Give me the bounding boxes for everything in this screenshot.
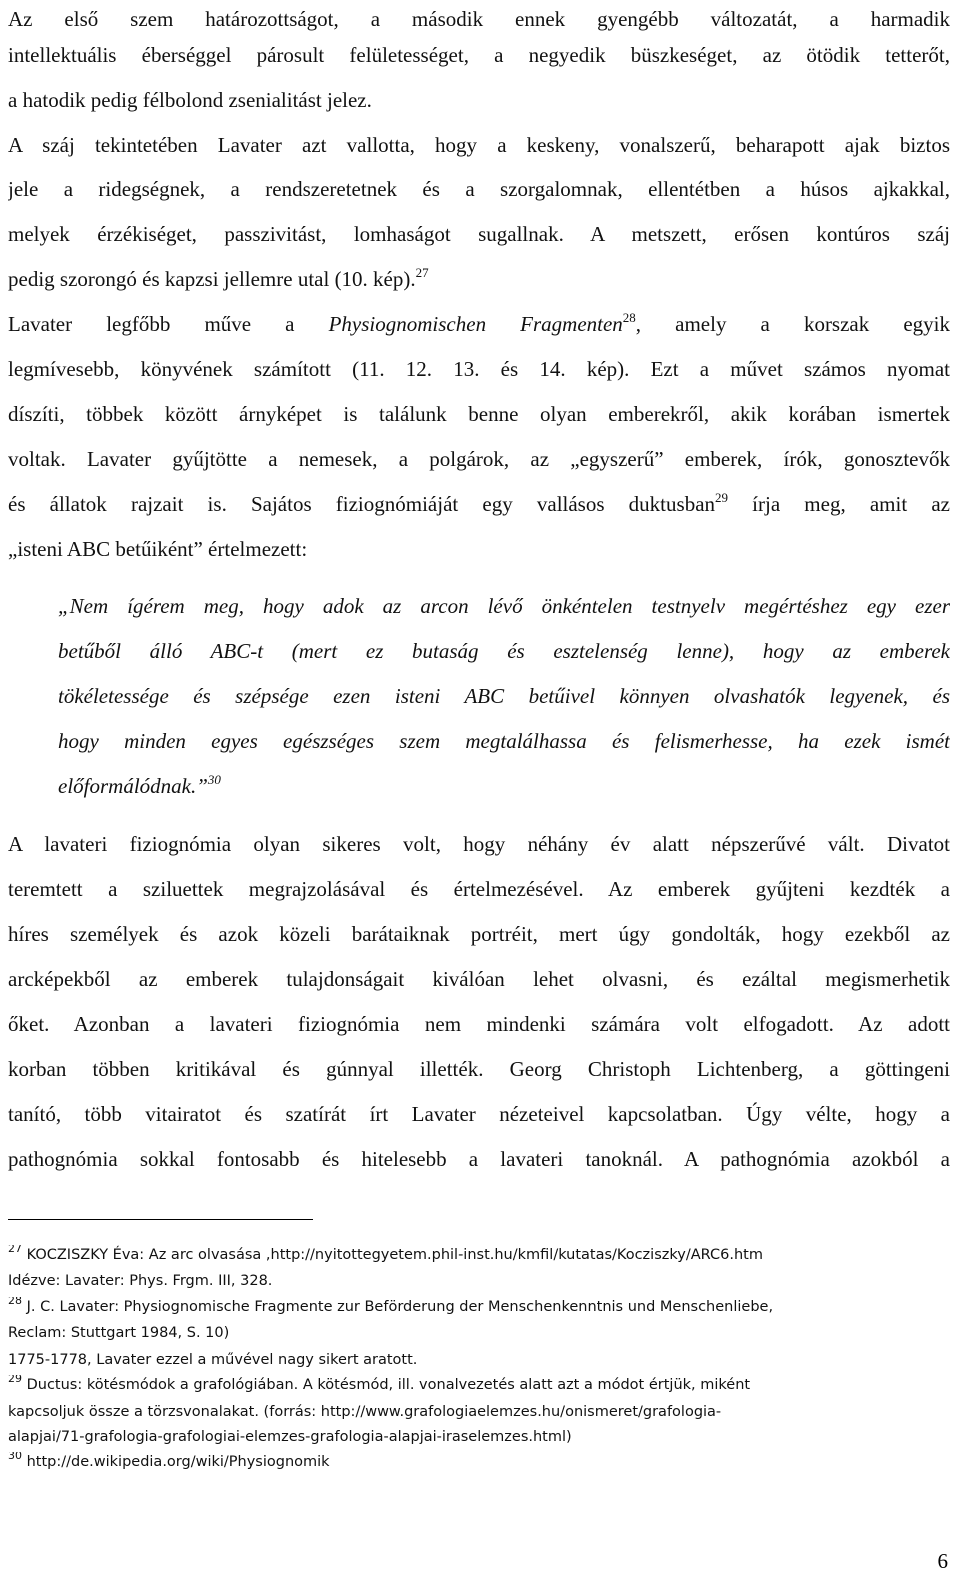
quote-line: „Nem ígérem meg, hogy adok az arcon lévő önkéntelen testnyelv megértéshez egy ezer [58,594,950,618]
body-line [8,491,950,520]
body-text: és állatok rajzait is. Sajátos fiziognómiáját egy vallásos duktusban [8,492,716,516]
body-line: jele a ridegségnek, a rendszeretetnek és a szorgalomnak, ellentétben a húsos ajkakkal, [8,177,950,201]
body-text: Lavater legfőbb műve a [8,312,329,336]
body-text: , amely a korszak egyik [635,312,950,336]
body-line: legmívesebb, könyvének számított (11. 12. 13. és 14. kép). Ezt a művet számos nyomat [8,357,950,381]
footnote-line: kapcsoljuk össze a törzsvonalakat. (forrás: http://www.grafologiaelemzes.hu/onismeret/grafologia- [8,1404,722,1420]
body-line: „isteni ABC betűiként” értelmezett: [8,537,308,561]
quote-line: betűből álló ABC-t (mert ez butaság és esztelenség lenne), hogy az emberek [58,639,950,663]
body-line: A száj tekintetében Lavater azt vallotta, hogy a keskeny, vonalszerű, beharapott ajak biztos [8,133,950,157]
footnote-link[interactable]: http://de.wikipedia.org/wiki/Physiognomik [26,1454,330,1470]
body-line: korban többen kritikával és gúnnyal illették. Georg Christoph Lichtenberg, a göttingeni [8,1057,950,1081]
footnote-ref: 29 [715,491,729,505]
footnote-text: KOCZISZKY Éva: Az arc olvasása ,http://nyitottegyetem.phil-inst.hu/kmfil/kutatas/Kocziszky/ARC6.htm [26,1247,763,1263]
footnote-line: Idézve: Lavater: Phys. Frgm. III, 328. [8,1273,273,1289]
footnote-line: alapjai/71-grafologia-grafologiai-elemzes-grafologia-alapjai-iraselemzes.html) [8,1429,572,1445]
body-line: tanító, több vitairatot és szatírát írt Lavater nézeteivel kapcsolatban. Úgy vélte, hogy a [8,1102,950,1126]
footnote-number: 30 [8,1452,22,1462]
footnote-line: 1775-1778, Lavater ezzel a művével nagy sikert aratott. [8,1352,418,1368]
body-line: melyek érzékiséget, passzivitást, lomhaságot sugallnak. A metszett, erősen kontúros száj [8,222,950,246]
body-line: A lavateri fiziognómia olyan sikeres volt, hogy néhány év alatt népszerűvé vált. Divatot [8,832,950,856]
footnote-line [8,1297,950,1318]
footnote-ref: 30 [207,773,221,787]
footnote-number: 29 [8,1375,22,1385]
body-line: pathognómia sokkal fontosabb és hitelesebb a lavateri tanoknál. A pathognómia azokból a [8,1147,950,1171]
footnote-line [8,1375,950,1396]
footnote-separator [8,1219,313,1220]
quote-line [58,773,950,802]
page-number: 6 [937,1549,948,1573]
footnote-ref: 28 [622,311,636,325]
footnote-number: 27 [8,1245,22,1255]
footnote-line: Reclam: Stuttgart 1984, S. 10) [8,1325,230,1341]
body-line: teremtett a sziluettek megrajzolásával és értelmezésével. Az emberek gyűjteni kezdték a [8,877,950,901]
body-line: őket. Azonban a lavateri fiziognómia nem mindenki számára volt elfogadott. Az adott [8,1012,950,1036]
body-line: voltak. Lavater gyűjtötte a nemesek, a polgárok, az „egyszerű” emberek, írók, gonosztevők [8,447,950,471]
footnote-line [8,1452,950,1473]
quote-line: hogy minden egyes egészséges szem megtalálhassa és felismerhesse, ha ezek ismét [58,729,950,753]
footnote-ref: 27 [415,266,429,280]
body-line: híres személyek és azok közeli barátaiknak portréit, mert úgy gondolták, hogy ezekből az [8,922,950,946]
footnote-text: J. C. Lavater: Physiognomische Fragmente zur Beförderung der Menschenkenntnis und Menschenliebe, [26,1299,774,1315]
footnote-line [8,1245,950,1266]
body-text: pedig szorongó és kapzsi jellemre utal (10. kép). [8,267,416,291]
body-line: intellektuális éberséggel párosult felületességet, a negyedik büszkeséget, az ötödik tetterőt, [8,43,950,67]
body-line: Az első szem határozottságot, a második ennek gyengébb változatát, a harmadik [8,7,950,31]
body-line [8,266,950,295]
body-text: írja meg, amit az [728,492,950,516]
quote-text: előformálódnak.” [58,774,208,798]
footnote-text: Ductus: kötésmódok a grafológiában. A kötésmód, ill. vonalvezetés alatt azt a módot értjük, miként [26,1377,751,1393]
body-line: díszíti, többek között árnyképet is találunk benne olyan emberekről, akik korában ismertek [8,402,950,426]
body-line [8,311,950,340]
quote-line: tökéletessége és szépsége ezen isteni ABC betűivel könnyen olvashatók legyenek, és [58,684,950,708]
footnote-number: 28 [8,1297,22,1307]
book-title: Physiognomischen Fragmenten [328,312,623,336]
body-line: arcképekből az emberek tulajdonságait kiválóan lehet olvasni, és ezáltal megismerhetik [8,967,950,991]
body-line: a hatodik pedig félbolond zsenialitást jelez. [8,88,372,112]
